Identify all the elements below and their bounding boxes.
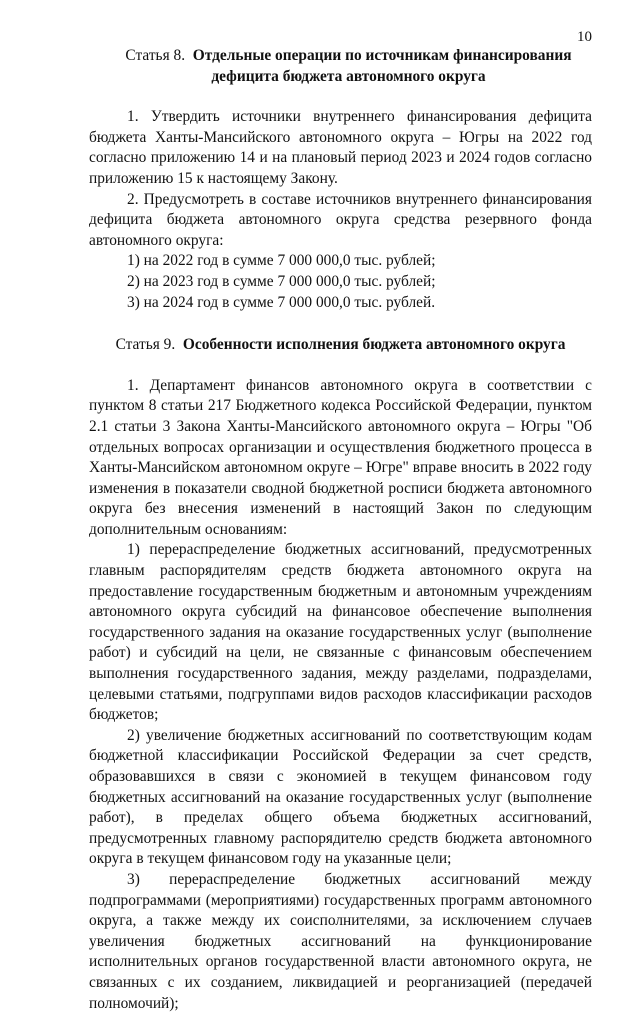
article-9-item-1: 1) перераспределение бюджетных ассигнований, предусмотренных главным распорядителям средств бюджета автономного округа на предоставление государственным бюджетным и автономным учреждениям автономного округа субсидий на финансовое обеспечение выполнения государственного задания на оказание государственных услуг (выполнение работ) и субсидий на цели, не связанные с финансовым обеспечением выполнения государственного задания, между разделами, подразделами, целевыми статьями, подгруппами видов расходов классификации расходов бюджетов; [89, 541, 592, 724]
article-9-number: Статья 9. [115, 336, 176, 354]
article-8-paragraph-1: 1. Утвердить источники внутреннего финансирования дефицита бюджета Ханты-Мансийского автономного округа – Югры на 2022 год согласно приложению 14 и на плановый период 2023 и 2024 годов согласно приложению 15 к настоящему Закону. [89, 108, 592, 187]
article-8-number: Статья 8. [125, 47, 186, 64]
article-9-heading [89, 335, 592, 356]
article-8-item-2: 2) на 2023 год в сумме 7 000 000,0 тыс. рублей; [127, 272, 436, 290]
page-number: 10 [577, 29, 592, 45]
article-8-item-1: 1) на 2022 год в сумме 7 000 000,0 тыс. рублей; [127, 252, 436, 270]
article-9-item-2: 2) увеличение бюджетных ассигнований по соответствующим кодам бюджетной классификации Российской Федерации за счет средств, образовавшихся в связи с экономией в текущем финансовом году бюджетных ассигнований на оказание государственных услуг (выполнение работ), в пределах общего объема бюджетных ассигнований, предусмотренных главному распорядителю средств бюджета автономного округа в текущем финансовом году на указанные цели; [89, 726, 592, 868]
article-9-paragraph-1: 1. Департамент финансов автономного округа в соответствии с пунктом 8 статьи 217 Бюджетного кодекса Российской Федерации, пунктом 2.1 статьи 3 Закона Ханты-Мансийского автономного округа – Югры "Об отдельных вопросах организации и осуществления бюджетного процесса в Ханты-Мансийском автономном округе – Югре" вправе вносить в 2022 году изменения в показатели сводной бюджетной росписи бюджета автономного округа без внесения изменений в настоящий Закон по следующим дополнительным основаниям: [89, 376, 592, 538]
article-8-title: Отдельные операции по источникам финансирования дефицита бюджета автономного округа [192, 47, 572, 85]
article-8-paragraph-2: 2. Предусмотреть в составе источников внутреннего финансирования дефицита бюджета автономного округа средства резервного фонда автономного округа: [89, 190, 592, 249]
article-9-item-3: 3) перераспределение бюджетных ассигнований между подпрограммами (мероприятиями) государственных программ автономного округа, а также между их соисполнителями, за исключением случаев увеличения бюджетных ассигнований на функционирование исполнительных органов государственной власти автономного округа, не связанных с их созданием, ликвидацией и реорганизацией (передачей полномочий); [89, 870, 592, 1012]
article-8-heading [89, 46, 592, 87]
document-body [89, 46, 592, 1014]
article-9-title: Особенности исполнения бюджета автономного округа [182, 336, 566, 354]
article-8-item-3: 3) на 2024 год в сумме 7 000 000,0 тыс. рублей. [127, 293, 436, 311]
